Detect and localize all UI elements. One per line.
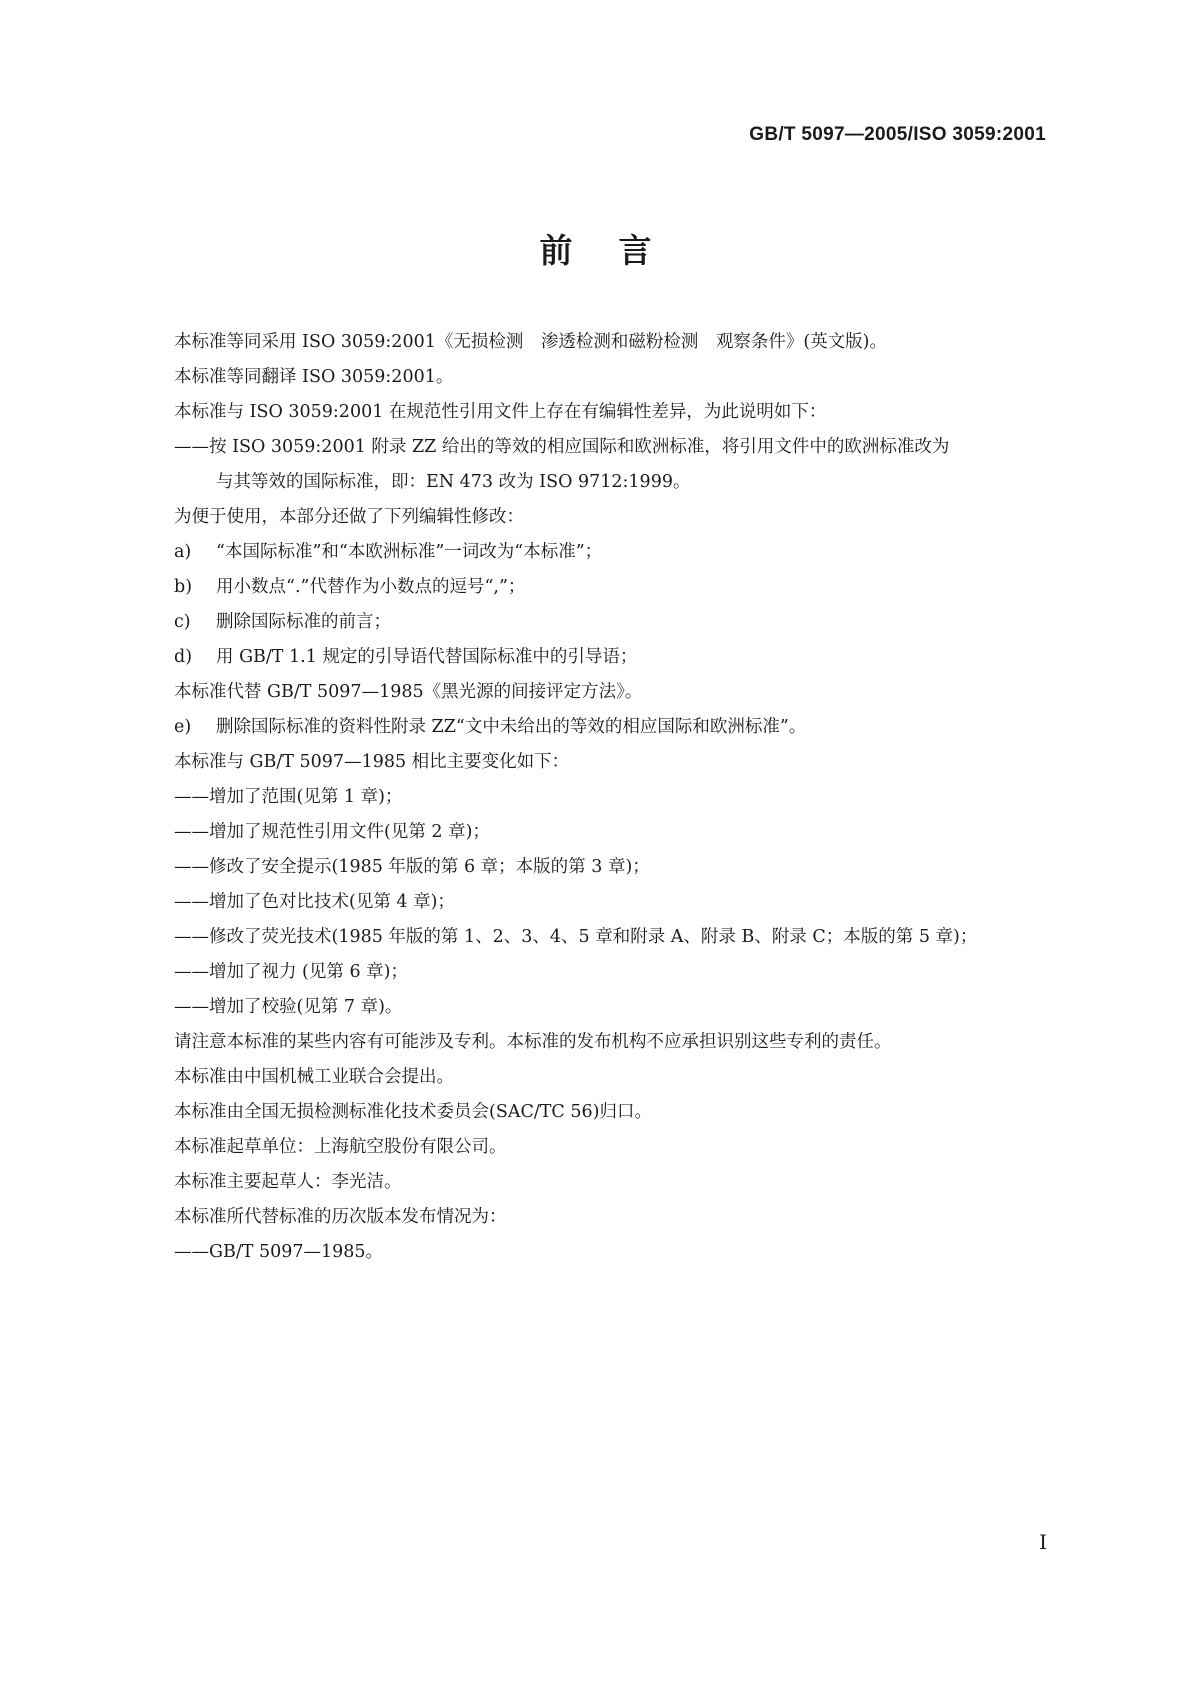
list-item — [174, 640, 1054, 675]
dash-item-continuation: 与其等效的国际标准，即：EN 473 改为 ISO 9712:1999。 — [216, 472, 691, 492]
list-item-label: a) — [174, 542, 192, 562]
change-item: ——增加了校验(见第 7 章)。 — [174, 997, 403, 1017]
dash-item: ——GB/T 5097—1985。 — [174, 1242, 384, 1262]
list-item — [174, 570, 1054, 605]
changes-intro: 本标准与 GB/T 5097—1985 相比主要变化如下： — [174, 752, 570, 772]
paragraph: 本标准等同翻译 ISO 3059:2001。 — [174, 367, 454, 387]
paragraph: 本标准由全国无损检测标准化技术委员会(SAC/TC 56)归口。 — [174, 1102, 652, 1122]
list-item-text: 用 GB/T 1.1 规定的引导语代替国际标准中的引导语； — [216, 647, 638, 667]
page-number: I — [1039, 1530, 1047, 1554]
change-item: ——增加了范围(见第 1 章)； — [174, 787, 403, 807]
list-item-label: b) — [174, 577, 193, 597]
list-item-label: d) — [174, 647, 193, 667]
change-item: ——修改了安全提示(1985 年版的第 6 章；本版的第 3 章)； — [174, 857, 650, 877]
paragraph: 为便于使用，本部分还做了下列编辑性修改： — [174, 507, 524, 527]
list-item — [174, 710, 1054, 745]
list-item-text: 删除国际标准的资料性附录 ZZ“文中未给出的等效的相应国际和欧洲标准”。 — [216, 717, 807, 737]
list-item-text: 用小数点“.”代替作为小数点的逗号“,”； — [216, 577, 526, 597]
standard-code: GB/T 5097—2005/ISO 3059:2001 — [749, 124, 1046, 145]
paragraph: 本标准主要起草人：李光洁。 — [174, 1172, 402, 1192]
list-item-label: e) — [174, 717, 192, 737]
change-item: ——增加了视力 (见第 6 章)； — [174, 962, 408, 982]
paragraph: 本标准等同采用 ISO 3059:2001《无损检测 渗透检测和磁粉检测 观察条件》(英文版)。 — [174, 332, 887, 352]
change-item: ——增加了规范性引用文件(见第 2 章)； — [174, 822, 490, 842]
list-item-text: 删除国际标准的前言； — [216, 612, 391, 632]
list-item — [174, 535, 1054, 570]
paragraph: 本标准所代替标准的历次版本发布情况为： — [174, 1207, 507, 1227]
list-item-text: “本国际标准”和“本欧洲标准”一词改为“本标准”； — [216, 542, 603, 562]
paragraph: 请注意本标准的某些内容有可能涉及专利。本标准的发布机构不应承担识别这些专利的责任。 — [174, 1032, 892, 1052]
page-title: 前言 — [539, 231, 698, 270]
foreword-body — [174, 325, 1054, 1270]
paragraph: 本标准起草单位：上海航空股份有限公司。 — [174, 1137, 507, 1157]
change-item: ——修改了荧光技术(1985 年版的第 1、2、3、4、5 章和附录 A、附录 B、附录 C；本版的第 5 章)； — [174, 927, 978, 947]
paragraph: 本标准由中国机械工业联合会提出。 — [174, 1067, 454, 1087]
list-item — [174, 605, 1054, 640]
list-item-label: c) — [174, 612, 191, 632]
paragraph: 本标准与 ISO 3059:2001 在规范性引用文件上存在有编辑性差异，为此说明如下： — [174, 402, 827, 422]
dash-item: ——按 ISO 3059:2001 附录 ZZ 给出的等效的相应国际和欧洲标准，将引用文件中的欧洲标准改为 — [174, 437, 950, 457]
change-item: ——增加了色对比技术(见第 4 章)； — [174, 892, 455, 912]
replaces-statement: 本标准代替 GB/T 5097—1985《黑光源的间接评定方法》。 — [174, 682, 643, 702]
